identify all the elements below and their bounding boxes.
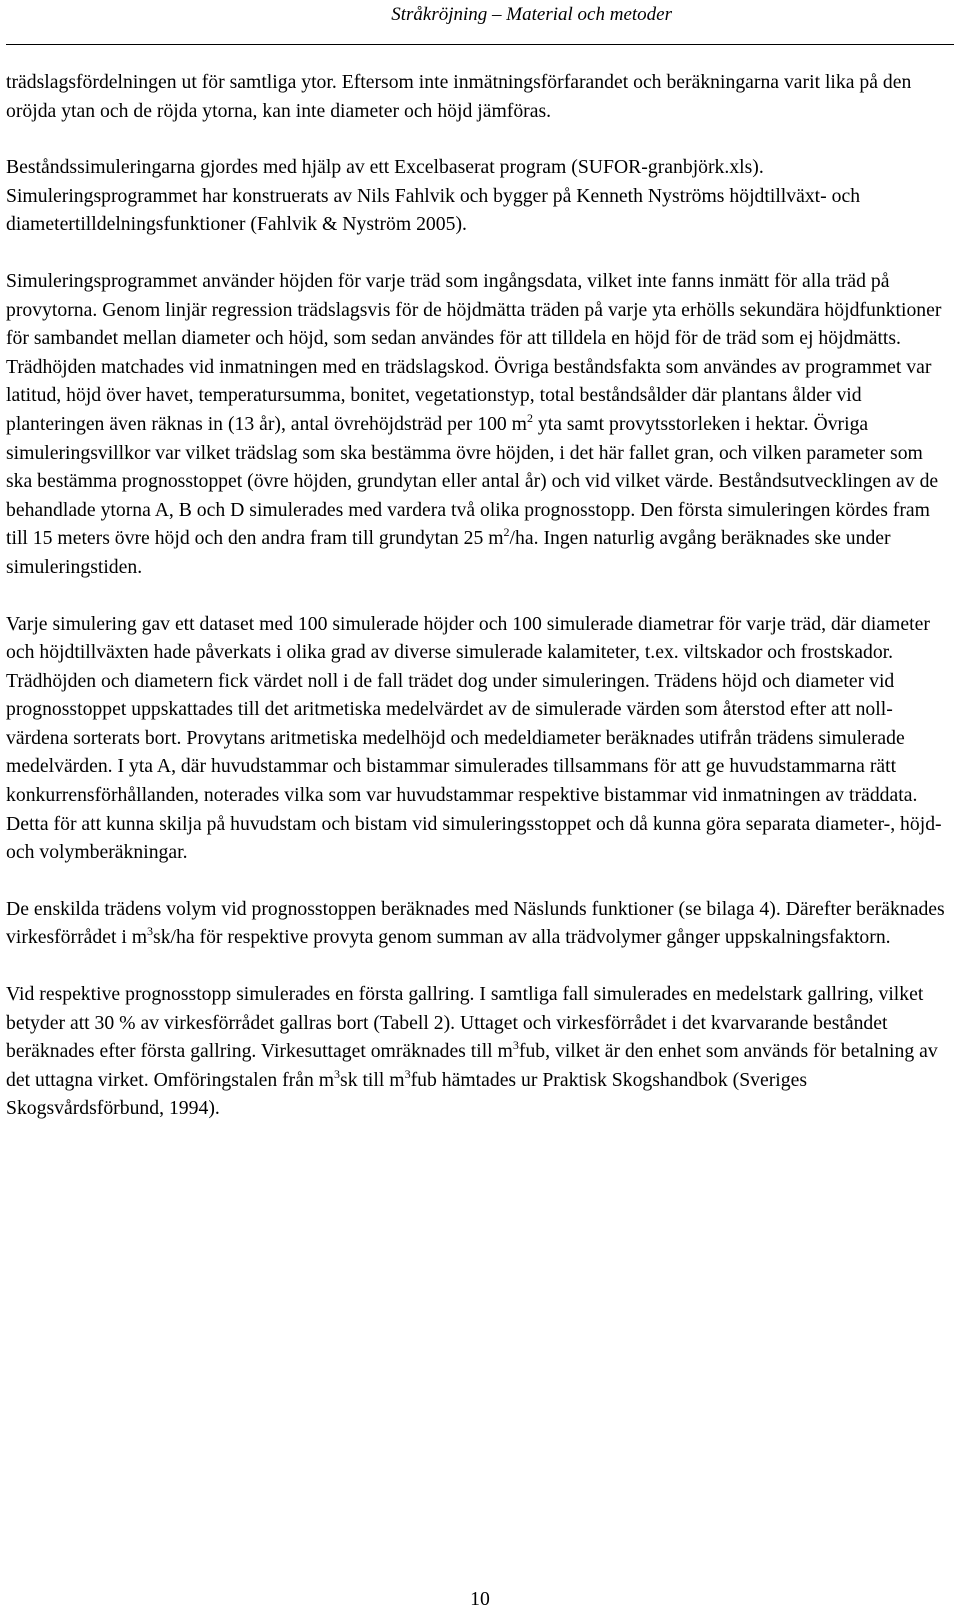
paragraph-2: Beståndssimuleringarna gjordes med hjälp av ett Excelbaserat program (SUFOR-granbjörk.xls). Simuleringsprogrammet har konstruerats av Nils Fahlvik och bygger på Kenneth Nyströms höjdtillväxt- och diametertilldelningsfunktioner (Fahlvik & Nyström 2005).	[6, 156, 861, 236]
paragraph-5-text-a: De enskilda trädens volym vid prognosstoppen beräknades med Näslunds funktioner (se bilaga 4). Därefter beräknades virkesförrådet i m	[6, 897, 945, 949]
superscript: 3	[147, 924, 154, 939]
superscript: 2	[527, 410, 533, 425]
superscript: 3	[512, 1038, 519, 1053]
paragraph-4: Varje simulering gav ett dataset med 100 simulerade höjder och 100 simulerade diametrar för varje träd, där diameter och höjdtillväxten hade påverkats i olika grad av diverse simulerade kalamiteter, t.ex. viltskador och frostskador. Trädhöjden och diametern fick värdet noll i de fall trädet dog under simuleringen. Trädens höjd och diameter vid prognosstoppet uppskattades till det aritmetiska medelvärdet av de simulerade värden som återstod efter att noll-värdena sorterats bort. Provytans aritmetiska medelhöjd och medeldiameter beräknades utifrån trädens simulerade medelvärden. I yta A, där huvudstammar och bistammar simulerades tillsammans för att ge huvudstammarna rätt konkurrensförhållanden, noterades vilka som var huvudstammar respektive bistammar vid inmatningen av träddata. Detta för att kunna skilja på huvudstam och bistam vid simuleringsstoppet och då kunna göra separata diameter-, höjd- och volymberäkningar.	[6, 612, 942, 864]
body-text	[6, 68, 954, 1151]
paragraph-3-text-a: Simuleringsprogrammet använder höjden för varje träd som ingångsdata, vilket inte fanns inmätt för alla träd på provytorna. Genom linjär regression trädslagsvis för de höjdmätta träden på varje yta erhölls sekundära höjdfunktioner för sambandet mellan diameter och höjd, som sedan användes för att tilldela en höjd för de träd som ej höjdmätts. Trädhöjden matchades vid inmatningen med en trädslagskod. Övriga beståndsfakta som användes av programmet var latitud, höjd över havet, temperatursumma, bonitet, vegetationstyp, total beståndsålder där plantans ålder vid planteringen även räknas in (13 år), antal övrehöjdsträd per 100 m	[6, 269, 942, 435]
paragraph-5	[6, 895, 954, 952]
paragraph-3-text-c: /ha. Ingen naturlig avgång beräknades ske under simuleringstiden.	[6, 527, 891, 578]
running-header-title: Stråkröjning – Material och metoder	[391, 4, 672, 25]
paragraph-6-text-a: Vid respektive prognosstopp simulerades en första gallring. I samtliga fall simulerades en medelstark gallring, vilket betyder att 30 % av virkesförrådet gallras bort (Tabell 2). Uttaget och virkesförrådet i det kvarvarande beståndet beräknades efter första gallring. Virkesuttaget omräknades till m	[6, 983, 924, 1063]
paragraph-6-text-c: sk till m	[340, 1068, 405, 1091]
page-number: 10	[470, 1588, 490, 1610]
paragraph-1: trädslagsfördelningen ut för samtliga ytor. Eftersom inte inmätningsförfarandet och beräkningarna varit lika på den oröjda ytan och de röjda ytorna, kan inte diameter och höjd jämföras.	[6, 71, 912, 122]
header-rule	[6, 44, 954, 45]
paragraph-6-text-d: fub hämtades ur Praktisk Skogshandbok (Sveriges Skogsvårdsförbund, 1994).	[6, 1068, 808, 1120]
paragraph-6-text-b: fub, vilket är den enhet som används för betalning av det uttagna virket. Omföringstalen från m	[6, 1040, 938, 1091]
superscript: 3	[334, 1066, 341, 1081]
paragraph-3	[6, 267, 954, 582]
paragraph-5-text-b: sk/ha för respektive provyta genom summan av alla trädvolymer gånger uppskalningsfaktorn.	[153, 926, 891, 949]
superscript: 2	[503, 525, 510, 540]
page-header	[0, 0, 960, 50]
superscript: 3	[404, 1066, 411, 1081]
paragraph-3-text-b: yta samt provytsstorleken i hektar. Övriga simuleringsvillkor var vilket trädslag som ska bestämma övre höjden, i det här fallet gran, och vilken parameter som ska bestämma prognosstoppet (övre höjden, grundytan eller antal år) och vid vilket värde. Beståndsutvecklingen av de behandlade ytorna A, B och D simulerades med vardera två olika prognosstopp. Den första simuleringen kördes fram till 15 meters övre höjd och den andra fram till grundytan 25 m	[6, 412, 939, 550]
paragraph-6	[6, 980, 954, 1123]
